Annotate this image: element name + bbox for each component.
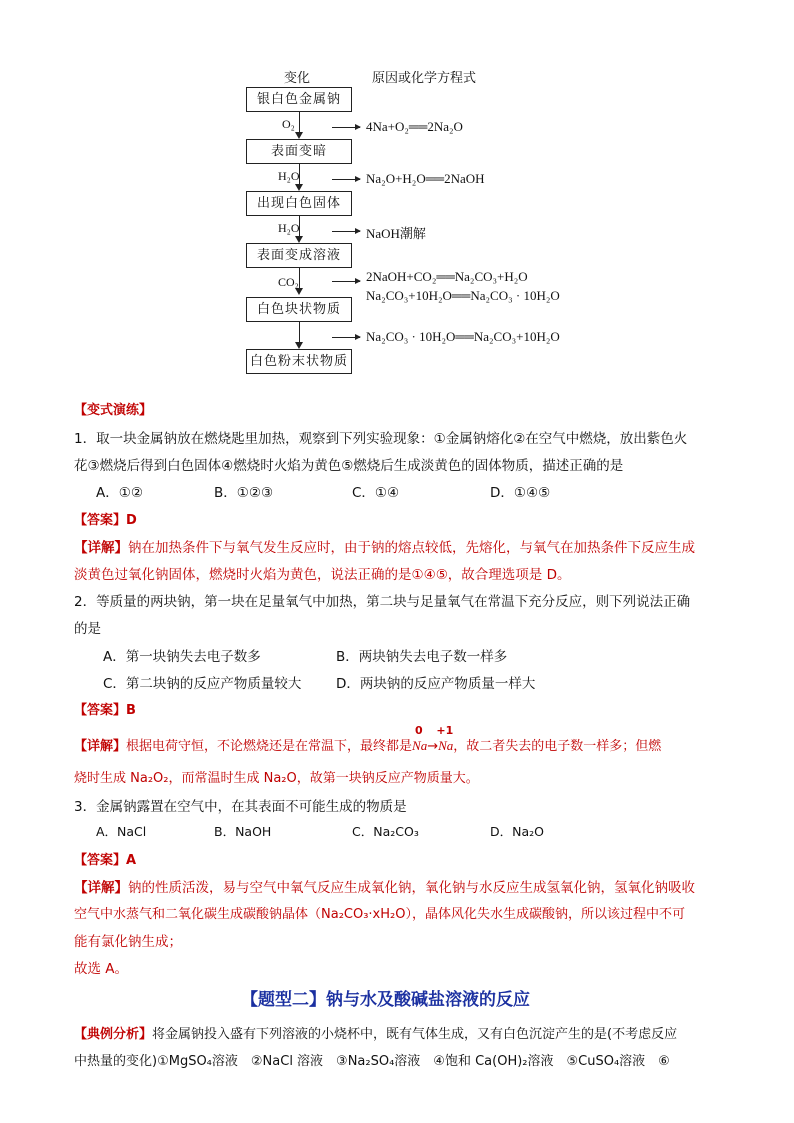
flow-line — [299, 268, 300, 288]
example-line2: 中热量的变化)①MgSO₄溶液 ②NaCl 溶液 ③Na₂SO₄溶液 ④饱和 Ca(OH)₂溶液 ⑤CuSO₄溶液 ⑥ — [74, 1054, 670, 1069]
condition-2: H₂O — [278, 169, 300, 183]
flow-header-change: 变化 — [284, 71, 311, 86]
equation-5: Na₂CO₃+10H₂O══Na₂CO₃ · 10H₂O — [366, 288, 560, 303]
arrow-right-icon — [332, 281, 360, 282]
flow-line — [299, 112, 300, 132]
na-symbol: Na — [438, 738, 454, 753]
arrow-right-icon — [332, 337, 360, 338]
detail-text: 钠的性质活泼，易与空气中氧气反应生成氧化钠，氧化钠与水反应生成氢氧化钠，氢氧化钠吸收 — [128, 880, 695, 896]
q3-detail-line4: 故选 A。 — [74, 961, 129, 977]
q3-line1: 3．金属钠露置在空气中，在其表面不可能生成的物质是 — [74, 799, 407, 815]
q3-detail-line3: 能有氯化钠生成； — [74, 934, 182, 950]
arrow-down-icon — [295, 342, 303, 349]
q3-option-a: A．NaCl — [96, 824, 147, 839]
q1-option-a: A．①② — [96, 485, 143, 501]
q2-option-c: C．第二块钠的反应产物质量较大 — [103, 676, 302, 692]
ox-state-to: +1 — [436, 724, 454, 737]
example-label: 【典例分析】 — [74, 1027, 153, 1042]
flow-box-5: 白色块状物质 — [246, 297, 352, 322]
q1-detail-line2: 淡黄色过氧化钠固体，燃烧时火焰为黄色，说法正确的是①④⑤，故合理选项是 D。 — [74, 567, 571, 583]
flow-box-3: 出现白色固体 — [246, 191, 352, 216]
example-line1 — [74, 1023, 677, 1042]
equation-1: 4Na+O₂══2Na₂O — [366, 119, 463, 134]
q2-option-d: D．两块钠的反应产物质量一样大 — [336, 676, 536, 692]
equation-2: Na₂O+H₂O══2NaOH — [366, 171, 485, 186]
flow-box-2: 表面变暗 — [246, 139, 352, 164]
q2-answer-label — [74, 699, 136, 718]
q1-option-b: B．①②③ — [214, 485, 274, 501]
arrow-down-icon — [295, 184, 303, 191]
q2-option-a: A．第一块钠失去电子数多 — [103, 649, 261, 665]
flow-box-1: 银白色金属钠 — [246, 87, 352, 112]
arrow-text: → — [427, 739, 439, 754]
flow-line — [299, 322, 300, 342]
condition-4: CO₂ — [278, 275, 299, 289]
arrow-right-icon — [332, 127, 360, 128]
q3-detail-line1 — [74, 876, 695, 896]
q1-line2: 花③燃烧后得到白色固体④燃烧时火焰为黄色⑤燃烧后生成淡黄色的固体物质，描述正确的是 — [74, 458, 624, 474]
section-label: 【变式演练】 — [74, 403, 153, 418]
answer-value: A — [126, 853, 137, 868]
equation-4: 2NaOH+CO₂══Na₂CO₃+H₂O — [366, 269, 528, 284]
arrow-right-icon — [332, 231, 360, 232]
q2-detail-line1 — [74, 724, 662, 754]
na-symbol: Na — [412, 738, 428, 753]
q1-line1: 1．取一块金属钠放在燃烧匙里加热，观察到下列实验现象：①金属钠熔化②在空气中燃烧，放出紫色火 — [74, 431, 688, 447]
equation-6: Na₂CO₃ · 10H₂O══Na₂CO₃+10H₂O — [366, 329, 560, 344]
arrow-down-icon — [295, 132, 303, 139]
arrow-right-icon — [332, 179, 360, 180]
q2-detail-line2: 烧时生成 Na₂O₂，而常温时生成 Na₂O，故第一块钠反应产物质量大。 — [74, 771, 479, 786]
q3-option-c: C．Na₂CO₃ — [352, 824, 419, 839]
detail-label: 【详解】 — [74, 540, 128, 556]
equation-3: NaOH潮解 — [366, 226, 426, 241]
q3-option-d: D．Na₂O — [490, 824, 544, 839]
condition-1: O₂ — [282, 117, 295, 131]
detail-text: 根据电荷守恒，不论燃烧还是在常温下，最终都是 — [126, 739, 413, 754]
q3-option-b: B．NaOH — [214, 824, 272, 839]
q3-detail-line2: 空气中水蒸气和二氧化碳生成碳酸钠晶体（Na₂CO₃·xH₂O），晶体风化失水生成碳酸钠，所以该过程中不可 — [74, 907, 685, 922]
condition-3: H₂O — [278, 221, 300, 235]
q1-detail-line1 — [74, 536, 695, 556]
q1-option-c: C．①④ — [352, 485, 400, 501]
answer-label: 【答案】 — [74, 513, 127, 528]
detail-label: 【详解】 — [74, 880, 128, 896]
flow-box-6: 白色粉末状物质 — [246, 349, 352, 374]
q2-option-b: B．两块钠失去电子数一样多 — [336, 649, 508, 665]
section2-title: 【题型二】钠与水及酸碱盐溶液的反应 — [241, 990, 530, 1010]
ox-state-from: 0 — [415, 724, 423, 737]
q2-line2: 的是 — [74, 621, 101, 637]
detail-label: 【详解】 — [74, 739, 127, 754]
flow-box-4: 表面变成溶液 — [246, 243, 352, 268]
detail-text: ，故二者失去的电子数一样多；但燃 — [453, 739, 662, 754]
q1-answer-label — [74, 509, 137, 528]
q3-answer-label — [74, 849, 136, 868]
answer-label: 【答案】 — [74, 853, 127, 868]
answer-label: 【答案】 — [74, 703, 127, 718]
q2-line1: 2．等质量的两块钠，第一块在足量氧气中加热，第二块与足量氧气在常温下充分反应，则下列说法正确 — [74, 594, 691, 610]
q1-option-d: D．①④⑤ — [490, 485, 551, 501]
oxidation-expression — [412, 724, 454, 754]
arrow-down-icon — [295, 236, 303, 243]
flow-header-reason: 原因或化学方程式 — [372, 71, 477, 86]
example-text: 将金属钠投入盛有下列溶液的小烧杯中，既有气体生成，又有白色沉淀产生的是(不考虑反应 — [152, 1027, 678, 1042]
answer-value: D — [126, 513, 137, 528]
detail-text: 钠在加热条件下与氧气发生反应时，由于钠的熔点较低，先熔化，与氧气在加热条件下反应生成 — [128, 540, 695, 556]
answer-value: B — [126, 703, 136, 718]
